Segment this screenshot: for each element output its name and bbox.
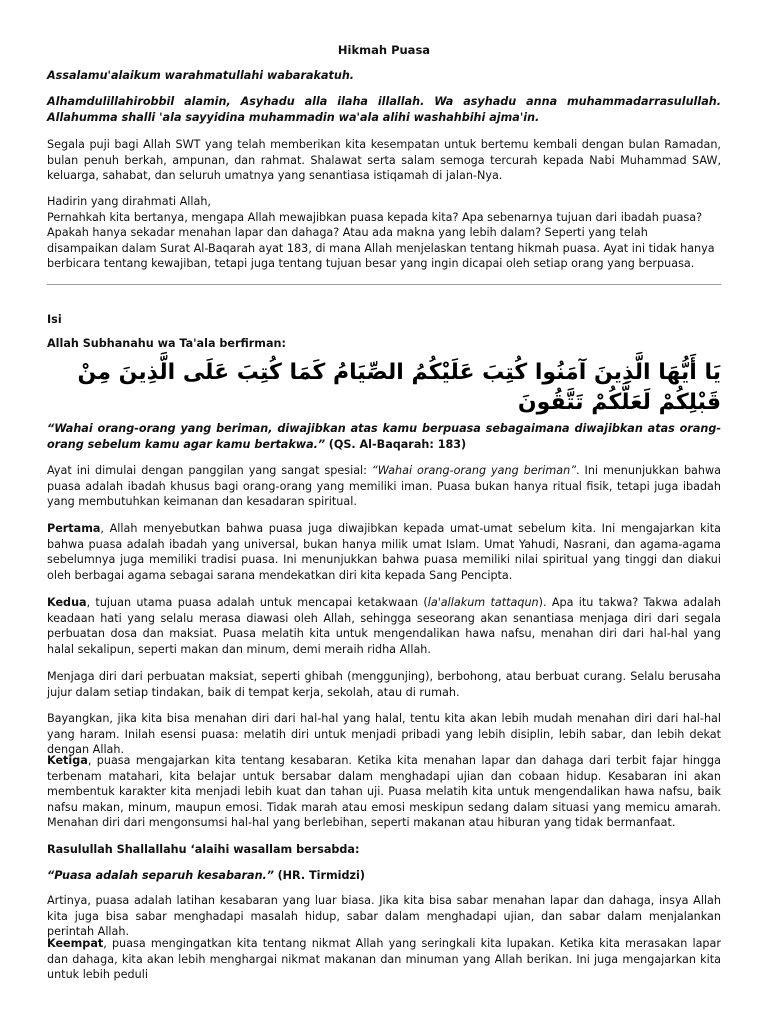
ketiga-label: Ketiga	[47, 754, 88, 767]
kedua-label: Kedua	[47, 596, 87, 609]
translation-ref: (QS. Al-Baqarah: 183)	[328, 437, 467, 451]
hadirin-greeting: Hadirin yang dirahmati Allah,	[47, 195, 211, 208]
rasul-heading: Rasulullah Shallallahu ‘alaihi wasallam bersabda:	[47, 843, 360, 856]
firman-heading: Allah Subhanahu wa Ta'ala berfirman:	[47, 337, 286, 350]
ayat-quote: “Wahai orang-orang yang beriman”	[371, 464, 577, 477]
ketiga-paragraph	[47, 753, 721, 831]
ayat-text-1: Ayat ini dimulai dengan panggilan yang sangat spesial:	[47, 464, 372, 477]
hadith	[47, 868, 721, 884]
bayangkan-paragraph: Bayangkan, jika kita bisa menahan diri dari hal-hal yang halal, tentu kita akan lebih mudah menahan diri dari hal-hal yang haram. Inilah esensi puasa: melatih diri untuk menjadi pribadi yang lebih disiplin, lebih sabar, dan lebih dekat dengan Allah.	[47, 712, 721, 757]
artinya-paragraph: Artinya, puasa adalah latihan kesabaran yang luar biasa. Jika kita bisa sabar menahan lapar dan dahaga, insya Allah kita juga bisa sabar menghadapi masalah hidup, sabar dalam menghadapi ujian, dan sabar dalam menjalankan perintah Allah.	[47, 894, 721, 939]
hadith-ref: (HR. Tirmidzi)	[277, 869, 365, 882]
ketiga-text: , puasa mengajarkan kita tentang kesabaran. Ketika kita menahan lapar dan dahaga dari terbit fajar hingga terbenam matahari, kita belajar untuk bersabar dalam menghadapi ujian dan cobaan hidup. Kesabaran ini akan membentuk karakter kita menjadi lebih kuat dan tahan uji. Puasa melatih kita untuk mengendalikan hawa nafsu, baik nafsu makan, minum, maupun emosi. Tidak marah atau emosi meskipun sedang dalam situasi yang memicu amarah. Menahan diri dari mengonsumsi hal-hal yang berlebihan, seperti makanan atau hiburan yang tidak bermanfaat.	[47, 754, 721, 830]
salam: Assalamu'alaikum warahmatullahi wabarakatuh.	[47, 69, 355, 82]
opening-prayer: Alhamdulillahirobbil alamin, Asyhadu alla ilaha illallah. Wa asyhadu anna muhammadarrasulullah. Allahumma shalli 'ala sayyidina muhammadin wa'ala alihi washahbihi ajma'in.	[47, 95, 721, 124]
hadith-quote: “Puasa adalah separuh kesabaran.”	[47, 869, 274, 882]
kedua-text-1: , tujuan utama puasa adalah untuk mencapai ketakwaan (	[86, 596, 428, 609]
kedua-paragraph	[47, 595, 721, 657]
document-title: Hikmah Puasa	[337, 43, 431, 57]
menjaga-paragraph: Menjaga diri dari perbuatan maksiat, seperti ghibah (menggunjing), berbohong, atau berbuat curang. Selalu berusaha jujur dalam setiap tindakan, baik di tempat kerja, sekolah, atau di rumah.	[47, 670, 721, 699]
verse-translation	[47, 421, 721, 452]
pertama-text: , Allah menyebutkan bahwa puasa juga diwajibkan kepada umat-umat sebelum kita. Ini mengajarkan kita bahwa puasa adalah ibadah yang universal, bukan hanya milik umat Islam. Umat Yahudi, Nasrani, dan agama-agama sebelumnya juga memiliki tradisi puasa. Ini menunjukkan bahwa puasa memiliki nilai spiritual yang tinggi dan diakui oleh berbagai agama sebagai sarana mendekatkan diri kita kepada Sang Pencipta.	[47, 522, 721, 582]
hadirin-paragraph	[47, 194, 721, 272]
isi-heading: Isi	[47, 313, 62, 326]
translation-quote: “Wahai orang-orang yang beriman, diwajibkan atas kamu berpuasa sebagaimana diwajibkan atas orang-orang sebelum kamu agar kamu bertakwa.”	[47, 422, 721, 451]
keempat-text: , puasa mengingatkan kita tentang nikmat Allah yang seringkali kita lupakan. Ketika kita merasakan lapar dan dahaga, kita akan lebih menghargai nikmat makanan dan minuman yang Allah berikan. Ini juga mengajarkan kita untuk lebih peduli	[47, 937, 721, 982]
keempat-paragraph	[47, 936, 721, 983]
pertama-paragraph	[47, 521, 721, 583]
pertama-label: Pertama	[47, 522, 101, 535]
kedua-text-2: ). Apa itu takwa? Takwa adalah keadaan hati yang selalu merasa diawasi oleh Allah, sehingga seseorang akan senantiasa menjaga diri dari segala perbuatan dosa dan maksiat. Puasa melatih kita untuk mengendalikan hawa nafsu, menahan diri dari hal-hal yang halal sekalipun, seperti makan dan minum, demi meraih ridha Allah.	[47, 596, 721, 656]
keempat-label: Keempat	[47, 937, 104, 950]
arabic-verse: يَا أَيُّهَا الَّذِينَ آمَنُوا كُتِبَ عَلَيْكُمُ الصِّيَامُ كَمَا كُتِبَ عَلَى الَّذِينَ مِنْ قَبْلِكُمْ لَعَلَّكُمْ تَتَّقُونَ	[77, 360, 721, 415]
section-divider	[47, 284, 721, 285]
ayat-text-2: . Ini menunjukkan bahwa puasa adalah ibadah khusus bagi orang-orang yang memiliki iman. Puasa bukan hanya ritual fisik, tetapi juga ibadah yang membutuhkan keimanan dan kesadaran spiritual.	[47, 464, 721, 509]
hadirin-text: Pernahkah kita bertanya, mengapa Allah mewajibkan puasa kepada kita? Apa sebenarnya tujuan dari ibadah puasa? Apakah hanya sekadar menahan lapar dan dahaga? Atau ada makna yang lebih dalam? Seperti yang telah disampaikan dalam Surat Al-Baqarah ayat 183, di mana Allah menjelaskan tentang hikmah puasa. Ayat ini tidak hanya berbicara tentang kewajiban, tetapi juga tentang tujuan besar yang ingin dicapai oleh setiap orang yang berpuasa.	[47, 210, 715, 271]
intro-paragraph: Segala puji bagi Allah SWT yang telah memberikan kita kesempatan untuk bertemu kembali dengan bulan Ramadan, bulan penuh berkah, ampunan, dan rahmat. Shalawat serta salam semoga tercurah kepada Nabi Muhammad SAW, keluarga, sahabat, dan seluruh umatnya yang senantiasa istiqamah di jalan-Nya.	[47, 138, 721, 183]
ayat-paragraph	[47, 463, 721, 510]
kedua-italic: la'allakum tattaqun	[427, 596, 539, 609]
